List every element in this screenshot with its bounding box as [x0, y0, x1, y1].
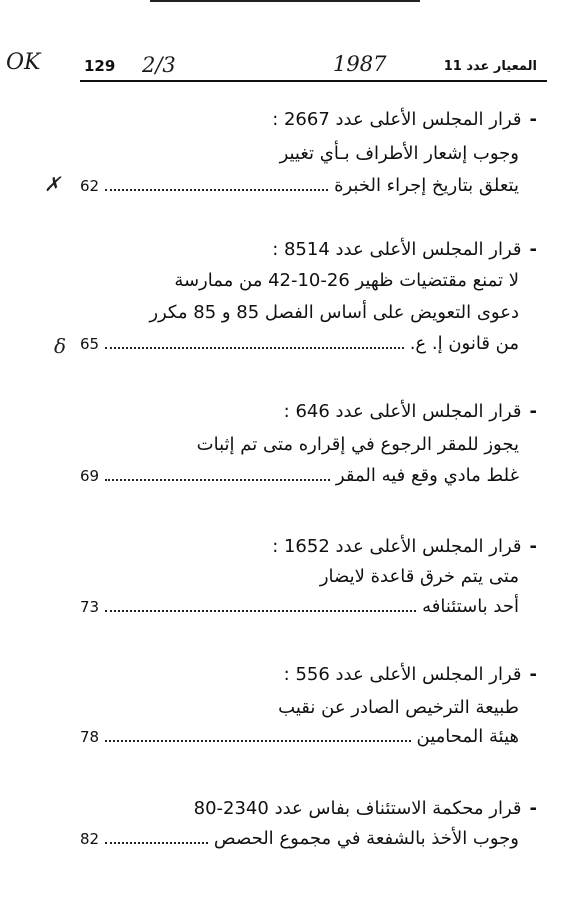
entry-text: من قانون إ. ع.: [409, 333, 519, 354]
bullet-dash: -: [529, 798, 537, 819]
entry-title: -قرار المجلس الأعلى عدد 646 :: [283, 401, 537, 422]
bullet-dash: -: [529, 401, 537, 422]
dot-leader: [105, 596, 416, 612]
entry-last-line: [80, 464, 519, 488]
entry-line: متى يتم خرق قاعدة لايضار: [319, 566, 519, 587]
page-header: [0, 0, 565, 90]
journal-issue-title: المعيار عدد 11: [443, 59, 537, 74]
dot-leader: [105, 333, 404, 349]
dot-leader: [105, 465, 330, 481]
entry-page-number: 73: [80, 598, 100, 616]
dot-leader: [105, 828, 208, 844]
bullet-dash: -: [529, 664, 537, 685]
handwritten-margin-mark: 𝛿: [54, 334, 67, 358]
entry-page-number: 62: [80, 177, 100, 195]
entry-text: هيئة المحامين: [416, 726, 519, 747]
entry-page-number: 78: [80, 728, 100, 746]
entry-page-number: 65: [80, 335, 100, 353]
handwritten-cross-mark: ✗: [44, 172, 61, 196]
entry-line: يجوز للمقر الرجوع في إقراره متى تم إثبات: [196, 434, 519, 455]
entry-page-number: 82: [80, 830, 100, 848]
entry-line: وجوب إشعار الأطراف بـأي تغيير: [279, 143, 519, 164]
entry-last-line: [80, 174, 519, 198]
entry-title: -قرار المجلس الأعلى عدد 556 :: [283, 664, 537, 685]
entry-page-number: 69: [80, 467, 100, 485]
entry-text: غلط مادي وقع فيه المقر: [335, 465, 519, 486]
entry-title: -قرار المجلس الأعلى عدد 8514 :: [272, 239, 537, 260]
entry-text: وجوب الأخذ بالشفعة في مجموع الحصص: [213, 828, 519, 849]
entry-last-line: [80, 595, 519, 619]
entry-title: -قرار محكمة الاستئناف بفاس عدد 2340-80: [193, 798, 537, 819]
entry-line: طبيعة الترخيص الصادر عن نقيب: [278, 697, 519, 718]
dot-leader: [105, 726, 410, 742]
entry-last-line: [80, 332, 519, 356]
entry-line: لا تمنع مقتضيات ظهير 26-10-42 من ممارسة: [174, 270, 519, 291]
entry-text: يتعلق بتاريخ إجراء الخبرة: [334, 175, 519, 196]
entry-title: -قرار المجلس الأعلى عدد 1652 :: [272, 536, 537, 557]
bullet-dash: -: [529, 109, 537, 130]
entry-text: أحد باستئنافه: [422, 596, 519, 617]
entry-line: دعوى التعويض على أساس الفصل 85 و 85 مكرر: [149, 302, 519, 323]
bullet-dash: -: [529, 239, 537, 260]
dot-leader: [105, 175, 328, 191]
handwritten-fraction-note: 2/3: [142, 53, 176, 77]
entry-title: -قرار المجلس الأعلى عدد 2667 :: [272, 109, 537, 130]
entry-last-line: [80, 725, 519, 749]
handwritten-year-note: 1987: [333, 52, 387, 76]
handwritten-ok-note: OK: [6, 50, 41, 75]
page-number: 129: [84, 57, 116, 75]
bullet-dash: -: [529, 536, 537, 557]
entry-last-line: [80, 827, 519, 851]
header-divider: [80, 80, 547, 82]
